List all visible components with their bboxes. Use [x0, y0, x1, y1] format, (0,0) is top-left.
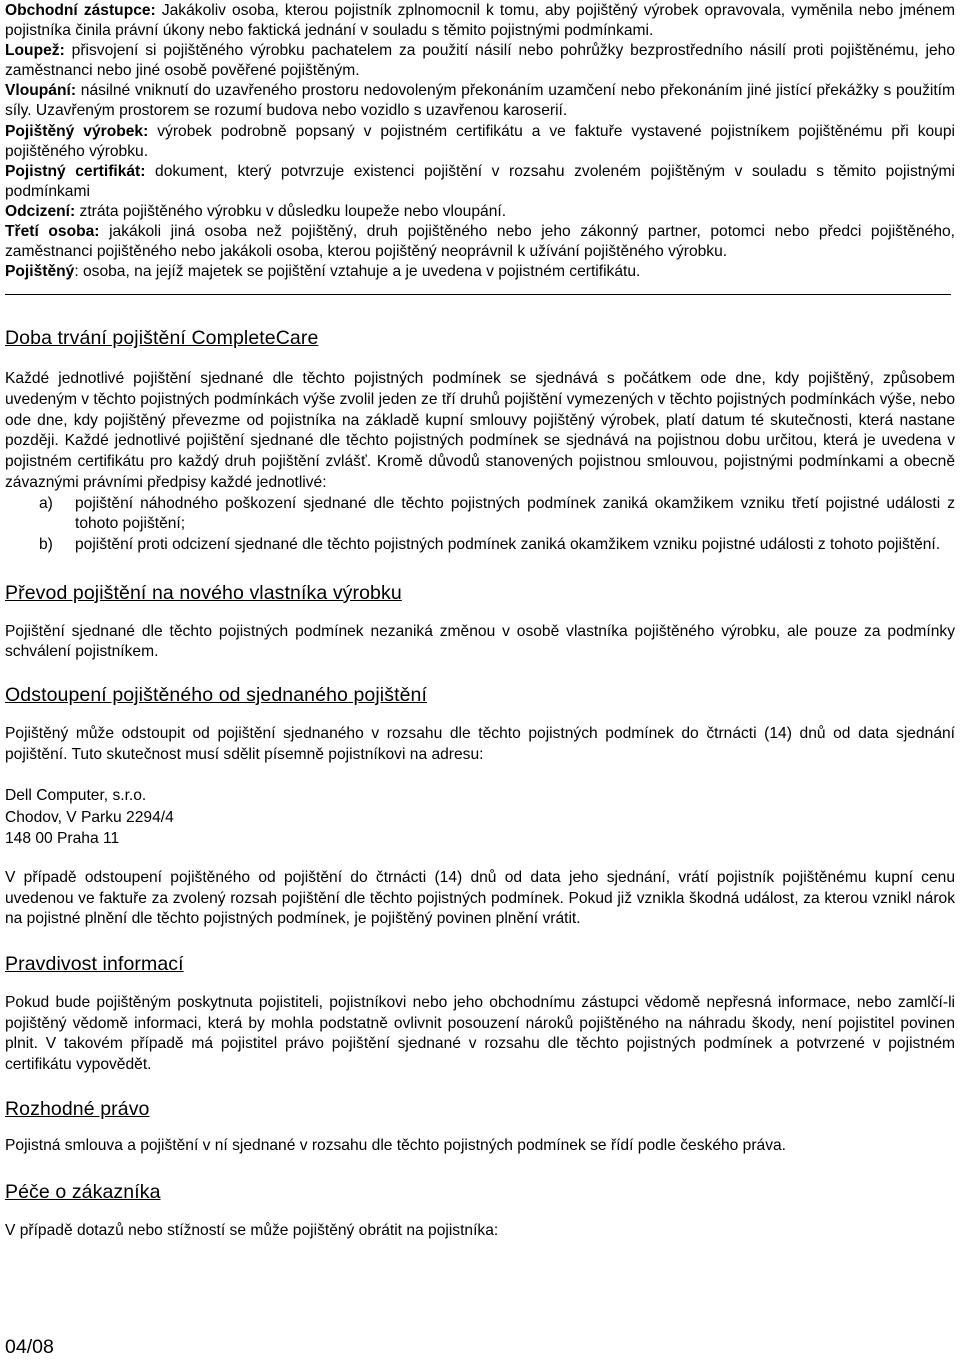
definition-pojisteny: Pojištěný: osoba, na jejíž majetek se pojištění vztahuje a je uvedena v pojistném certifikátu. — [5, 263, 641, 281]
heading-rozhodne-pravo: Rozhodné právo — [5, 1097, 150, 1120]
definition-vloupani: Vloupání: násilné vniknutí do uzavřeného prostoru nedovoleným překonáním uzamčení nebo překonáním jiné jistící překážky s použitím síly. Uzavřeným prostorem se rozumí budova nebo vozidlo s uzavřenou karoserií. — [5, 82, 955, 120]
paragraph-rozhodne-pravo: Pojistná smlouva a pojištění v ní sjednané v rozsahu dle těchto pojistných podmínek se řídí podle českého práva. — [5, 1136, 787, 1154]
paragraph-pece-o-zakaznika: V případě dotazů nebo stížností se může pojištěný obrátit na pojistníka: — [5, 1221, 499, 1239]
definitions-list — [5, 1, 955, 282]
address-line: Dell Computer, s.r.o. — [5, 787, 147, 805]
address-block — [5, 785, 955, 850]
heading-doba-trvani: Doba trvání pojištění CompleteCare — [5, 327, 319, 350]
definition-pojisteny-vyrobek: Pojištěný výrobek: výrobek podrobně popsaný v pojistném certifikátu a ve faktuře vystavené pojistníkem pojištěnému při koupi pojištěného výrobku. — [5, 122, 955, 160]
paragraph-doba-trvani: Každé jednotlivé pojištění sjednané dle těchto pojistných podmínek se sjednává s počátkem ode dne, kdy pojištěný, způsobem uvedeným v těchto pojistných podmínkách výše zvolil jeden ze tří druhů pojištění vymezených v těchto pojistných podmínkách výše, nebo ode dne, kdy pojištěný převezme od pojistníka na základě kupní smlouvy pojištěný výrobek, platí datum té skutečnosti, která nastane později. Každé jednotlivé pojištění sjednané dle těchto pojistných podmínek se sjednává na pojistnou dobu určitou, která je uvedena v pojistném certifikátu pro každý druh pojištění zvlášť. Kromě důvodů stanovených pojistnou smlouvou, pojistnými podmínkami a obecně závaznými právními předpisy každé jednotlivé: — [5, 370, 955, 491]
heading-odstoupeni: Odstoupení pojištěného od sjednaného pojištění — [5, 684, 428, 707]
definition-treti-osoba: Třetí osoba: jakákoli jiná osoba než pojištěný, druh pojištěného nebo jeho zákonný partner, potomci nebo předci pojištěného, zaměstnanci pojištěného nebo jakákoli osoba, kterou pojištěný neoprávnil k užívání pojištěného výrobku. — [5, 223, 955, 261]
heading-prevod-pojisteni: Převod pojištění na nového vlastníka výrobku — [5, 581, 402, 604]
definition-loupez: Loupež: přisvojení si pojištěného výrobku pachatelem za použití násilí nebo pohrůžky bezprostředního násilí proti pojištěnému, jeho zaměstnanci nebo jiné osobě pověřené pojištěným. — [5, 42, 955, 80]
heading-pravdivost: Pravdivost informací — [5, 953, 184, 976]
paragraph-pravdivost: Pokud bude pojištěným poskytnuta pojistiteli, pojistníkovi nebo jeho obchodnímu zástupci vědomě nepřesná informace, nebo zamlčí-li pojištěný vědomě informaci, která by mohla podstatně ovlivnit posouzení nároků pojištěného na náhradu škody, není pojistitel povinen plnit. V takovém případě má pojistitel právo pojištění sjednané v rozsahu dle těchto pojistných podmínek a potvrzené v pojistném certifikátu vypovědět. — [5, 994, 955, 1074]
address-line: Chodov, V Parku 2294/4 — [5, 808, 174, 826]
definition-obchodni-zastupce: Obchodní zástupce: Jakákoliv osoba, kterou pojistník zplnomocnil k tomu, aby pojištěný výrobek opravovala, vyměnila nebo jménem pojistníka činila právní úkony nebo faktická jednání v souladu s těmito pojistnými podmínkami. — [5, 2, 955, 40]
list-zaniky — [5, 494, 955, 556]
document-page — [5, 0, 955, 1241]
paragraph-prevod-pojisteni: Pojištění sjednané dle těchto pojistných podmínek nezaniká změnou v osobě vlastníka pojištěného výrobku, ale pouze za podmínky schválení pojistníkem. — [5, 622, 955, 661]
paragraph-vraceni-ceny: V případě odstoupení pojištěného od pojištění do čtrnácti (14) dnů od data jeho sjednání, vrátí pojistník pojištěnému kupní cenu uvedenou ve faktuře za zvolený rozsah pojištění dle těchto pojistných podmínek. Pokud již vznikla škodná událost, za kterou vznikl nárok na pojistné plnění dle těchto pojistných podmínek, je pojištěný povinen plnění vrátit. — [5, 868, 955, 928]
address-line: 148 00 Praha 11 — [5, 830, 120, 848]
heading-pece-o-zakaznika: Péče o zákazníka — [5, 1180, 161, 1203]
page-number: 04/08 — [5, 1336, 54, 1358]
definition-odcizeni: Odcizení: ztráta pojištěného výrobku v důsledku loupeže nebo vloupání. — [5, 202, 507, 220]
list-item: b) pojištění proti odcizení sjednané dle těchto pojistných podmínek zaniká okamžikem vzniku pojistné události z tohoto pojištění. — [39, 535, 941, 553]
paragraph-odstoupeni: Pojištěný může odstoupit od pojištění sjednaného v rozsahu dle těchto pojistných podmínek do čtrnácti (14) dnů od data sjednání pojištění. Tuto skutečnost musí sdělit písemně pojistníkovi na adresu: — [5, 725, 955, 763]
definition-pojistny-certifikat: Pojistný certifikát: dokument, který potvrzuje existenci pojištění v rozsahu zvoleném pojištěným v souladu s těmito pojistnými podmínkami — [5, 162, 955, 200]
list-item: a) pojištění náhodného poškození sjednané dle těchto pojistných podmínek zaniká okamžikem vzniku třetí pojistné události z tohoto pojištění; — [39, 494, 955, 533]
horizontal-divider — [5, 294, 951, 295]
